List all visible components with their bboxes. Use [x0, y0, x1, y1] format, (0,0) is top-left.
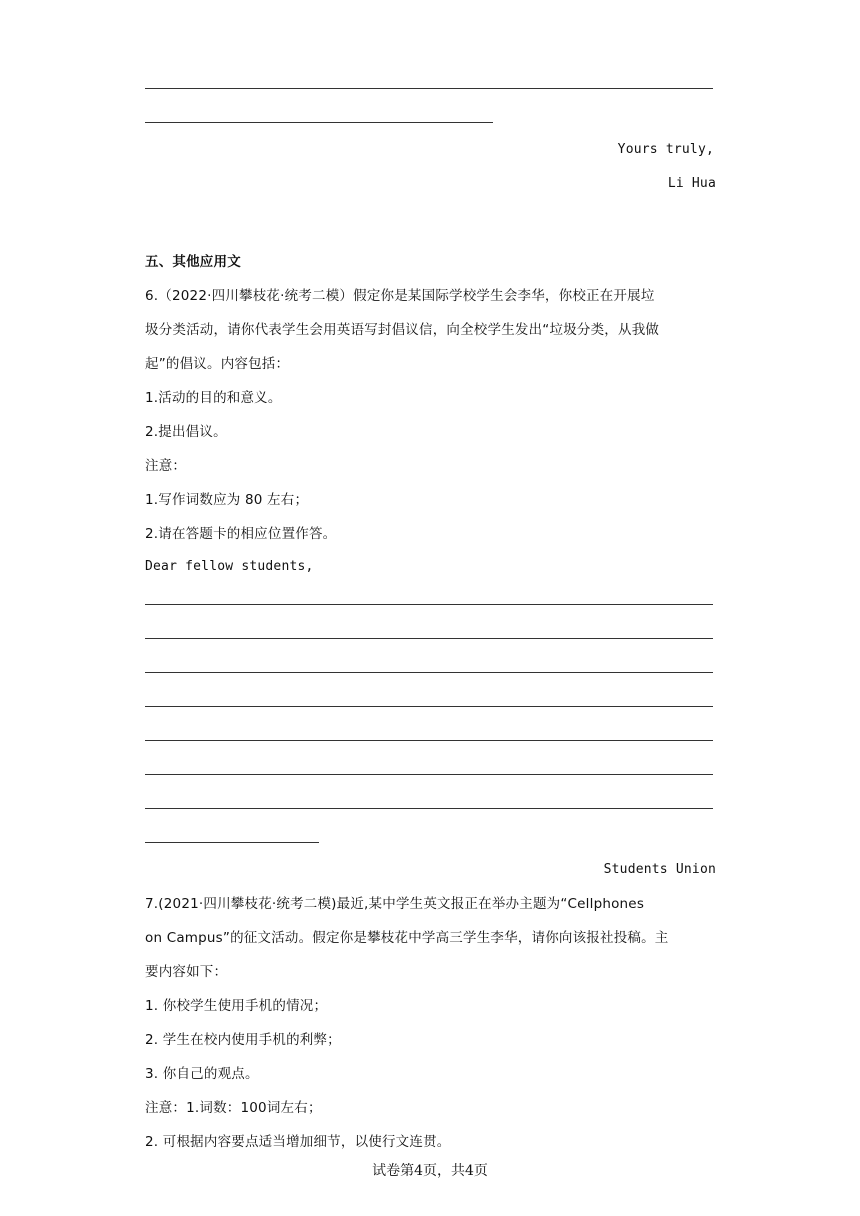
q6-point-1: 1.活动的目的和意义。 [145, 390, 282, 406]
q6-stem-line-2: 圾分类活动，请你代表学生会用英语写封倡议信，向全校学生发出“垃圾分类，从我做 [145, 322, 660, 338]
writing-line [145, 672, 713, 673]
writing-line [145, 774, 713, 775]
writing-line [145, 706, 713, 707]
q7-point-3: 3. 你自己的观点。 [145, 1066, 259, 1082]
q7-point-2: 2. 学生在校内使用手机的利弊； [145, 1032, 341, 1048]
letter-closing: Yours truly, [617, 142, 714, 157]
letter-signature: Li Hua [667, 176, 716, 191]
writing-line-short [145, 842, 319, 843]
q7-note-2: 2. 可根据内容要点适当增加细节，以使行文连贯。 [145, 1134, 451, 1150]
q6-note-1: 1.写作词数应为 80 左右； [145, 492, 309, 508]
page-number: 试卷第4页，共4页 [372, 1163, 488, 1179]
q6-greeting: Dear fellow students, [145, 559, 314, 574]
writing-line [145, 604, 713, 605]
q6-signature: Students Union [603, 862, 716, 877]
q6-stem-line-1: 6.（2022·四川攀枝花·统考二模）假定你是某国际学校学生会李华，你校正在开展垃 [145, 288, 655, 304]
q6-point-2: 2.提出倡议。 [145, 424, 227, 440]
q7-note-1: 注意：1.词数：100词左右； [145, 1100, 322, 1116]
writing-line [145, 808, 713, 809]
q7-stem-line-1: 7.(2021·四川攀枝花·统考二模)最近,某中学生英文报正在举办主题为“Cellphones [145, 896, 645, 912]
writing-line [145, 740, 713, 741]
answer-line-short [145, 122, 493, 123]
answer-line [145, 88, 713, 89]
q6-note-label: 注意： [145, 458, 187, 474]
q7-stem-line-3: 要内容如下： [145, 964, 228, 980]
writing-line [145, 638, 713, 639]
q6-stem-line-3: 起”的倡议。内容包括： [145, 356, 290, 372]
q7-stem-line-2: on Campus”的征文活动。假定你是攀枝花中学高三学生李华，请你向该报社投稿。主 [145, 930, 669, 946]
section-heading: 五、其他应用文 [145, 254, 241, 270]
q7-point-1: 1. 你校学生使用手机的情况； [145, 998, 328, 1014]
q6-note-2: 2.请在答题卡的相应位置作答。 [145, 526, 337, 542]
